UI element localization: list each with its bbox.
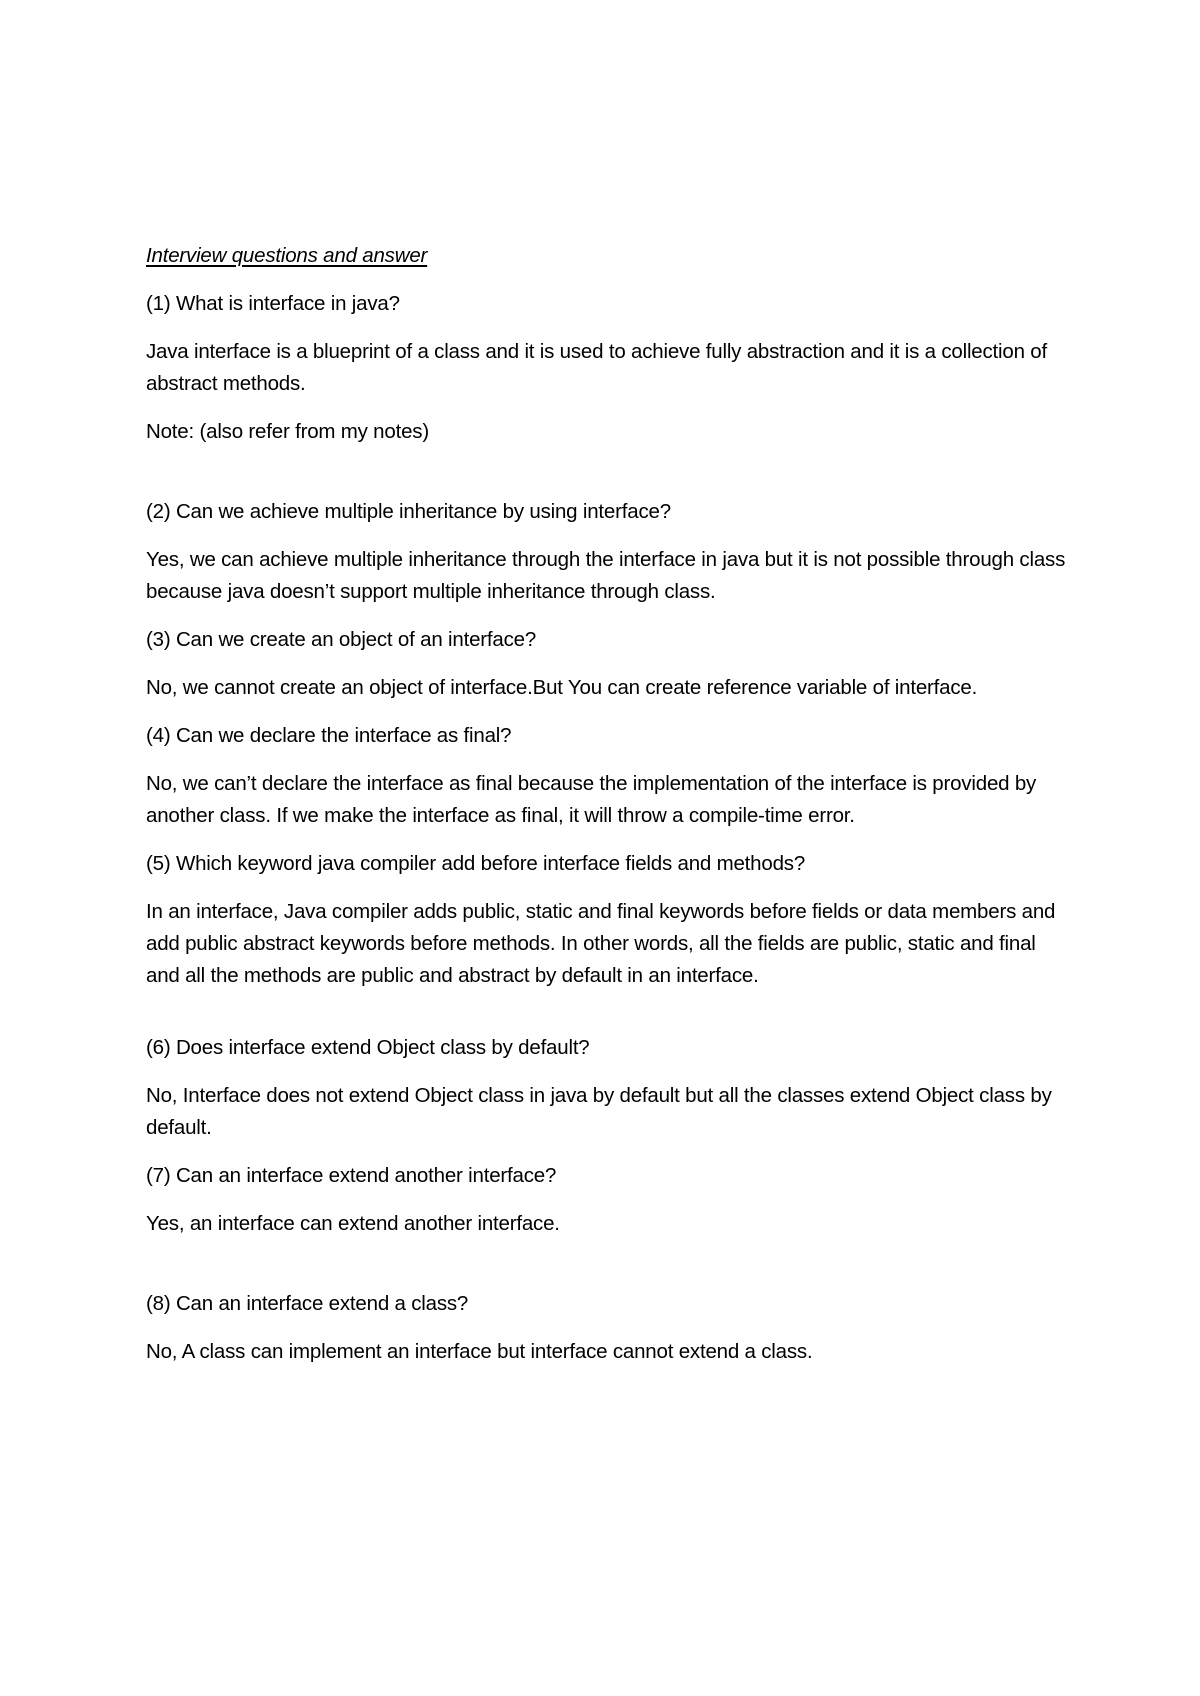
question-4: (4) Can we declare the interface as final? [146, 724, 512, 747]
question-7: (7) Can an interface extend another interface? [146, 1164, 557, 1187]
question-1: (1) What is interface in java? [146, 292, 400, 315]
spacer [146, 464, 1066, 496]
answer-1: Java interface is a blueprint of a class and it is used to achieve fully abstraction and it is a collection of abstract methods. [146, 340, 1048, 395]
answer-4: No, we can’t declare the interface as final because the implementation of the interface is provided by another class. If we make the interface as final, it will throw a compile-time error. [146, 772, 1037, 827]
question-2: (2) Can we achieve multiple inheritance by using interface? [146, 500, 671, 523]
answer-5: In an interface, Java compiler adds public, static and final keywords before fields or data members and add public abstract keywords before methods. In other words, all the fields are public, static and final and all the methods are public and abstract by default in an interface. [146, 900, 1056, 987]
question-6: (6) Does interface extend Object class by default? [146, 1036, 590, 1059]
document-heading: Interview questions and answer [146, 244, 428, 267]
document-body [146, 240, 1066, 1384]
answer-6: No, Interface does not extend Object class in java by default but all the classes extend Object class by default. [146, 1084, 1052, 1139]
answer-7: Yes, an interface can extend another interface. [146, 1212, 560, 1235]
question-8: (8) Can an interface extend a class? [146, 1292, 469, 1315]
question-5: (5) Which keyword java compiler add before interface fields and methods? [146, 852, 806, 875]
note-1: Note: (also refer from my notes) [146, 420, 429, 443]
spacer [146, 1008, 1066, 1032]
answer-2: Yes, we can achieve multiple inheritance through the interface in java but it is not possible through class because java doesn’t support multiple inheritance through class. [146, 548, 1066, 603]
question-3: (3) Can we create an object of an interface? [146, 628, 537, 651]
answer-8: No, A class can implement an interface but interface cannot extend a class. [146, 1340, 813, 1363]
answer-3: No, we cannot create an object of interface.But You can create reference variable of interface. [146, 676, 978, 699]
spacer [146, 1256, 1066, 1288]
